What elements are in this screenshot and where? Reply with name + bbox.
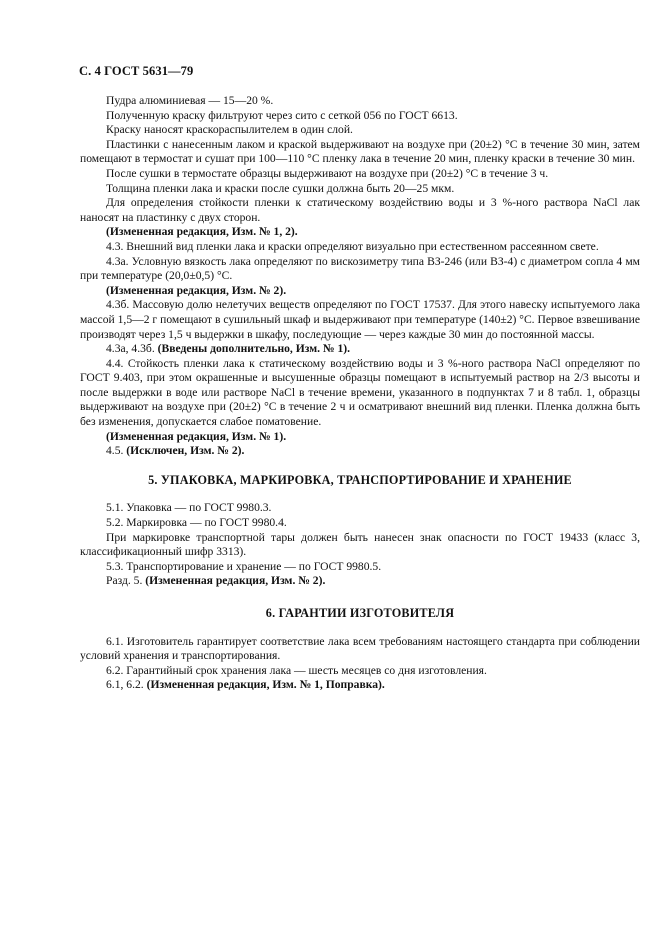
paragraph-thickness: Толщина пленки лака и краски после сушки должна быть 20—25 мкм. [106,181,455,195]
revision-note: (Измененная редакция, Изм. № 1, Поправка). [146,678,385,692]
clause-number: 6.1, 6.2. [106,678,144,692]
paragraph-after-drying: После сушки в термостате образцы выдерживают на воздухе при (20±2) °С в течение 3 ч. [106,166,549,180]
revision-note: (Введены дополнительно, Изм. № 1). [157,342,351,356]
paragraph-5-1: 5.1. Упаковка — по ГОСТ 9980.3. [106,501,272,515]
paragraph-spray: Краску наносят краскораспылителем в один слой. [106,123,353,137]
revision-note: (Измененная редакция, Изм. № 1, 2). [106,225,298,239]
paragraph-powder: Пудра алюминиевая — 15—20 %. [106,94,274,107]
revision-note: (Измененная редакция, Изм. № 1). [106,429,287,443]
paragraph-5-2-marking: При маркировке транспортной тары должен быть нанесен знак опасности по ГОСТ 19433 (класс 3, классификационный шифр 3313). [80,530,640,559]
section-6-title: 6. ГАРАНТИИ ИЗГОТОВИТЕЛЯ [265,606,455,620]
revision-note: (Исключен, Изм. № 2). [126,444,245,458]
paragraph-5-3: 5.3. Транспортирование и хранение — по ГОСТ 9980.5. [106,559,382,573]
paragraph-section-5-revision [80,574,640,589]
paragraph-4-3: 4.3. Внешний вид пленки лака и краски определяют визуально при естественном рассеянном свете. [106,239,599,253]
paragraph-4-3b: 4.3б. Массовую долю нелетучих веществ определяют по ГОСТ 17537. Для этого навеску испытуемого лака массой 1,5—2 г помещают в сушильный шкаф и выдерживают при температуре (140±2) °С. Первое взвешивание производят через 1,5 ч выдержки в шкафу, последующие — через каждые 30 мин до постоянной массы. [80,298,640,341]
document-body [80,94,640,693]
clause-number: Разд. 5. [106,574,143,588]
paragraph-6-2: 6.2. Гарантийный срок хранения лака — шесть месяцев со дня изготовления. [106,663,487,677]
paragraph-filter: Полученную краску фильтруют через сито с сеткой 056 по ГОСТ 6613. [106,108,458,122]
paragraph-6-1: 6.1. Изготовитель гарантирует соответствие лака всем требованиям настоящего стандарта при соблюдении условий хранения и транспортирования. [80,634,640,663]
paragraph-4-3a: 4.3а. Условную вязкость лака определяют по вискозиметру типа ВЗ-246 (или ВЗ-4) с диаметром сопла 4 мм при температуре (20,0±0,5) °С. [80,254,640,283]
paragraph-4-5 [80,444,640,459]
clause-number: 4.5. [106,444,124,458]
paragraph-4-4: 4.4. Стойкость пленки лака к статическому воздействию воды и 3 %-ного раствора NaCl определяют по ГОСТ 9.403, при этом окрашенные и высушенные образцы помещают в испытуемый раствор на 2/3 высоты и после выдержки в воде или растворе NaCl в течение времени, указанного в подпунктах 7 и 8 табл. 1, образцы выдерживают на воздухе при (20±2) °С в течение 2 ч и осматривают внешний вид пленки. Пленка должна быть без изменения, допускается слабое поматовение. [80,356,640,429]
revision-note: (Измененная редакция, Изм. № 2). [145,574,326,588]
paragraph-section-6-revision [80,678,640,693]
paragraph-resistance: Для определения стойкости пленки к статическому воздействию воды и 3 %-ного раствора NaCl лак наносят на пластинку с двух сторон. [80,196,640,224]
paragraph-5-2: 5.2. Маркировка — по ГОСТ 9980.4. [106,516,287,530]
paragraph-plates: Пластинки с нанесенным лаком и краской выдерживают на воздухе при (20±2) °С в течение 30 мин, затем помещают в термостат и сушат при 100—110 °С пленку лака в течение 20 мин, пленку краски в течение 30 мин. [80,137,640,166]
clause-number: 4.3а, 4.3б. [106,342,155,356]
revision-note: (Измененная редакция, Изм. № 2). [106,283,287,297]
section-5-title: 5. УПАКОВКА, МАРКИРОВКА, ТРАНСПОРТИРОВАНИЕ И ХРАНЕНИЕ [148,472,572,487]
page-header: С. 4 ГОСТ 5631—79 [79,64,194,78]
paragraph-4-3ab [80,342,640,357]
